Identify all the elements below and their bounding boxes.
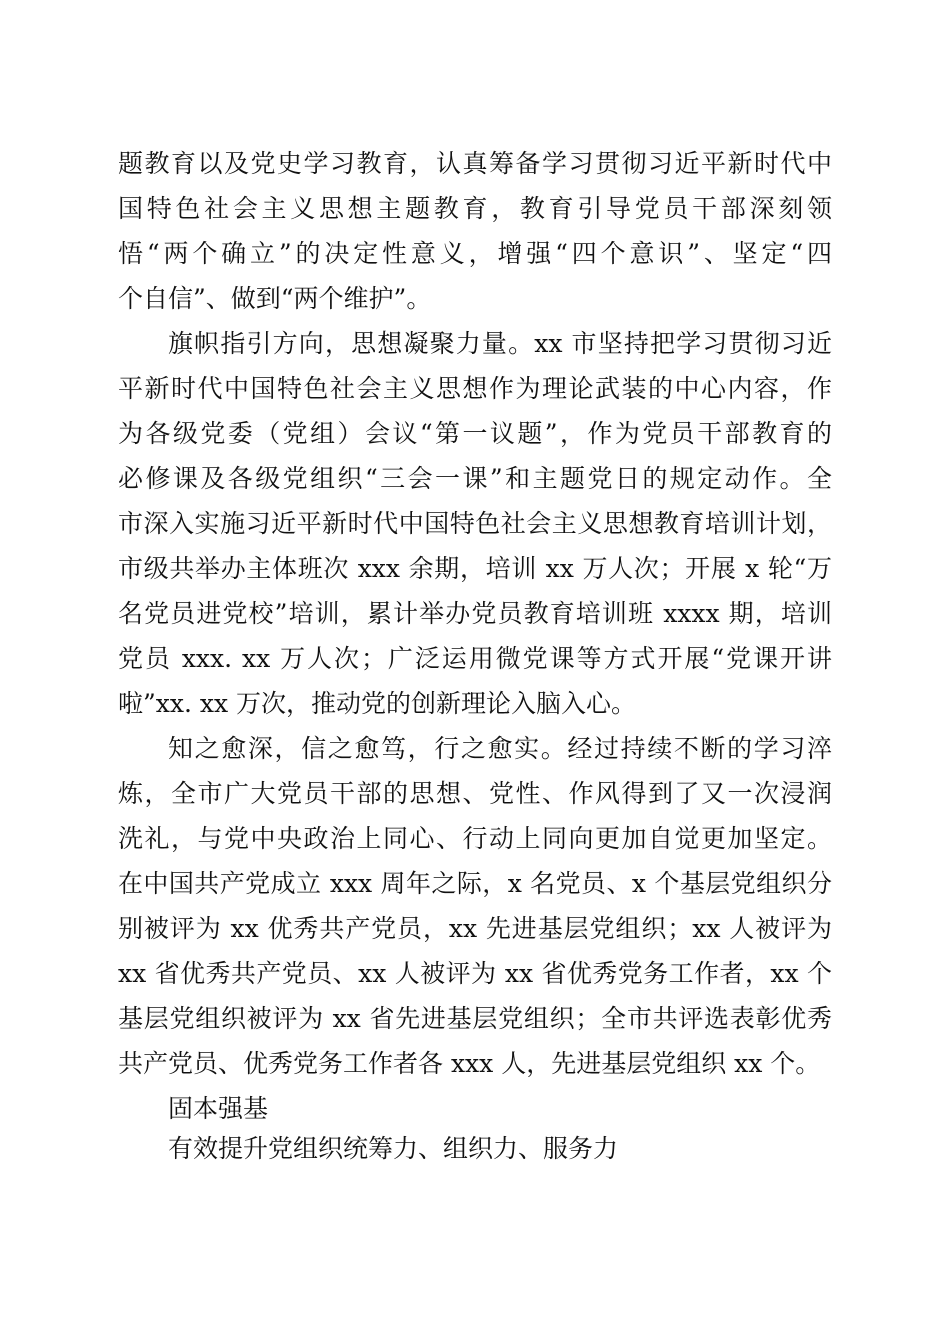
text-line: 平新时代中国特色社会主义思想作为理论武装的中心内容，作	[118, 374, 832, 403]
text-line: 啦”xx. xx 万次，推动党的创新理论入脑入心。	[118, 689, 637, 718]
text-line: 必修课及各级党组织“三会一课”和主题党日的规定动作。全	[118, 464, 832, 493]
section-subheading: 有效提升党组织统筹力、组织力、服务力	[168, 1134, 619, 1163]
text-line: 市级共举办主体班次 xxx 余期，培训 xx 万人次；开展 x 轮“万	[118, 554, 832, 583]
text-line: 基层党组织被评为 xx 省先进基层党组织；全市共评选表彰优秀	[118, 1004, 832, 1033]
text-line: 为各级党委（党组）会议“第一议题”，作为党员干部教育的	[118, 419, 832, 448]
section-heading: 固本强基	[168, 1094, 269, 1123]
text-line: 党员 xxx. xx 万人次；广泛运用微党课等方式开展“党课开讲	[118, 644, 832, 673]
text-line: 名党员进党校”培训，累计举办党员教育培训班 xxxx 期，培训	[118, 599, 832, 628]
text-line: 市深入实施习近平新时代中国特色社会主义思想教育培训计划，	[118, 509, 832, 538]
text-line: 在中国共产党成立 xxx 周年之际，x 名党员、x 个基层党组织分	[118, 869, 832, 898]
text-line: 别被评为 xx 优秀共产党员，xx 先进基层党组织；xx 人被评为	[118, 914, 832, 943]
text-line: 个自信”、做到“两个维护”。	[118, 284, 432, 313]
text-line: 共产党员、优秀党务工作者各 xxx 人，先进基层党组织 xx 个。	[118, 1049, 821, 1078]
text-line: 旗帜指引方向，思想凝聚力量。xx 市坚持把学习贯彻习近	[168, 329, 832, 358]
text-line: 炼，全市广大党员干部的思想、党性、作风得到了又一次浸润	[118, 779, 832, 808]
text-line: 题教育以及党史学习教育，认真筹备学习贯彻习近平新时代中	[118, 149, 832, 178]
text-line: 知之愈深，信之愈笃，行之愈实。经过持续不断的学习淬	[168, 734, 832, 763]
text-line: 悟“两个确立”的决定性意义，增强“四个意识”、坚定“四	[118, 239, 832, 268]
text-line: xx 省优秀共产党员、xx 人被评为 xx 省优秀党务工作者，xx 个	[118, 959, 832, 988]
text-line: 国特色社会主义思想主题教育，教育引导党员干部深刻领	[118, 194, 832, 223]
text-line: 洗礼，与党中央政治上同心、行动上同向更加自觉更加坚定。	[118, 824, 832, 853]
